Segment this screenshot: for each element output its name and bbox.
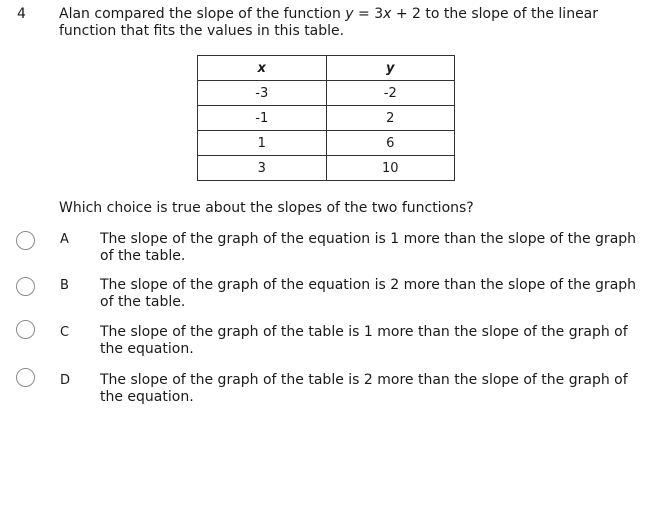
choice-text-c[interactable]: The slope of the graph of the table is 1 more than the slope of the graph of the equation.: [100, 324, 628, 357]
choice-letter-c: C: [60, 325, 70, 340]
header-y: y: [326, 56, 455, 81]
stem-var-x: x: [383, 6, 392, 22]
stem-text-1: Alan compared the slope of the function: [59, 6, 346, 22]
table-cell: 2: [326, 106, 455, 131]
choice-text-b[interactable]: The slope of the graph of the equation is 2 more than the slope of the graph of the table.: [100, 277, 637, 310]
table-row: [198, 81, 455, 106]
question-number: 4: [17, 6, 26, 22]
choice-letter-d: D: [60, 373, 71, 388]
table-cell: -2: [326, 81, 455, 106]
table-cell: -1: [198, 106, 327, 131]
radio-c[interactable]: [16, 320, 35, 339]
question-stem: [59, 6, 639, 40]
radio-d[interactable]: [16, 368, 35, 387]
choice-text-a[interactable]: The slope of the graph of the equation is 1 more than the slope of the graph of the table.: [100, 231, 637, 264]
values-table: [197, 55, 455, 181]
table-cell: -3: [198, 81, 327, 106]
choice-text-d[interactable]: The slope of the graph of the table is 2 more than the slope of the graph of the equation.: [100, 372, 628, 405]
radio-b[interactable]: [16, 277, 35, 296]
table-row: [198, 156, 455, 181]
stem-var-y: y: [345, 6, 354, 22]
table-cell: 6: [326, 131, 455, 156]
table-cell: 1: [198, 131, 327, 156]
stem-text-3: + 2 to the slope of the linear function that fits the values in this table.: [59, 6, 599, 39]
header-x: x: [198, 56, 327, 81]
table-cell: 3: [198, 156, 327, 181]
stem-text-2: = 3: [353, 6, 384, 22]
choice-letter-b: B: [60, 278, 69, 293]
table-cell: 10: [326, 156, 455, 181]
choice-letter-a: A: [60, 232, 69, 247]
table-row: [198, 131, 455, 156]
question-prompt: Which choice is true about the slopes of the two functions?: [59, 200, 474, 216]
table-header-row: [198, 56, 455, 81]
table-row: [198, 106, 455, 131]
radio-a[interactable]: [16, 231, 35, 250]
